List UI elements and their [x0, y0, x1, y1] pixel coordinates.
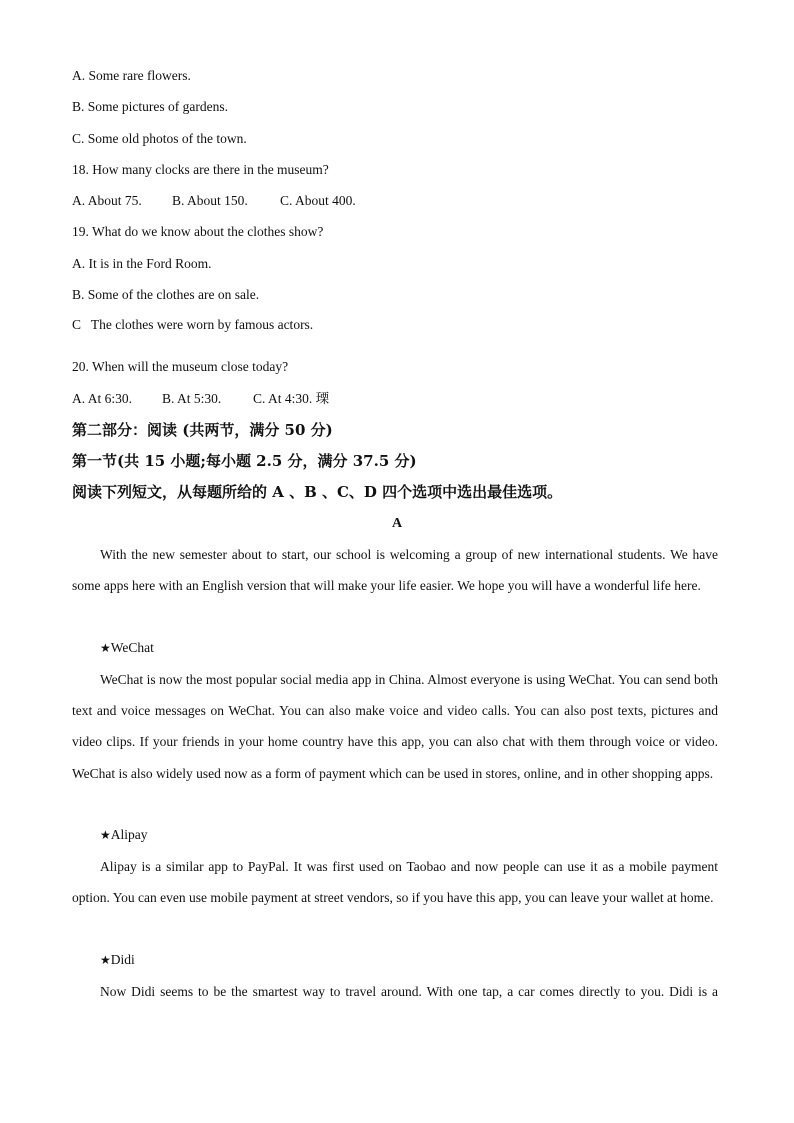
app-heading-didi — [100, 952, 135, 968]
star-icon: ★ — [100, 828, 111, 842]
part-title: 第二部分：阅读 (共两节，满分 50 分) — [72, 421, 333, 439]
q18-option-a: A. About 75. — [72, 193, 142, 208]
star-icon: ★ — [100, 953, 111, 967]
q18-option-c: C. About 400. — [280, 193, 356, 208]
star-icon: ★ — [100, 641, 111, 655]
q20-option-a: A. At 6:30. — [72, 391, 133, 406]
app-heading-alipay — [100, 827, 148, 843]
app-text-alipay: Alipay is a similar app to PayPal. It was first used on Taobao and now people can use it as a mobile payment option. You can even use mobile payment at street vendors, so if you have this app, you can leave your wallet at home. — [72, 859, 718, 906]
q20-options — [72, 391, 329, 407]
q20-option-b: B. At 5:30. — [162, 391, 222, 406]
app-text-wechat: WeChat is now the most popular social media app in China. Almost everyone is using WeChat. You can send both text and voice messages on WeChat. You can also make voice and video calls. You can also post texts, pictures and video clips. If your friends in your home country have this app, you can also chat with them through voice or video. WeChat is also widely used now as a form of payment which can be used in stores, online, and in other shopping apps. — [72, 672, 718, 781]
q19-stem: 19. What do we know about the clothes show? — [72, 224, 324, 239]
app-heading-wechat — [100, 640, 154, 656]
q19-option-a: A. It is in the Ford Room. — [72, 256, 212, 271]
q17-option-b: B. Some pictures of gardens. — [72, 99, 228, 114]
passage-intro: With the new semester about to start, our school is welcoming a group of new international students. We have some apps here with an English version that will make your life easier. We hope you will have a wonderful life here. — [72, 547, 718, 594]
app-name-didi: Didi — [110, 952, 135, 967]
passage-label: A — [391, 516, 403, 531]
q18-stem: 18. How many clocks are there in the museum? — [72, 162, 329, 177]
q19-option-b: B. Some of the clothes are on sale. — [72, 287, 260, 302]
subsection-title: 第一节(共 15 小题;每小题 2.5 分，满分 37.5 分) — [72, 452, 417, 470]
q17-option-a: A. Some rare flowers. — [72, 68, 191, 83]
q19-option-c: C The clothes were worn by famous actors. — [72, 317, 314, 332]
app-name-alipay: Alipay — [110, 827, 148, 842]
app-text-didi: Now Didi seems to be the smartest way to travel around. With one tap, a car comes directly to you. Didi is a — [100, 984, 718, 999]
app-name-wechat: WeChat — [110, 640, 154, 655]
q18-options — [72, 193, 356, 209]
q20-stem: 20. When will the museum close today? — [72, 359, 289, 374]
q17-option-c: C. Some old photos of the town. — [72, 131, 247, 146]
instruction: 阅读下列短文，从每题所给的 A 、B 、C、D 四个选项中选出最佳选项。 — [72, 483, 563, 501]
q18-option-b: B. About 150. — [172, 193, 248, 208]
q20-option-c: C. At 4:30. 瑮 — [253, 391, 330, 406]
